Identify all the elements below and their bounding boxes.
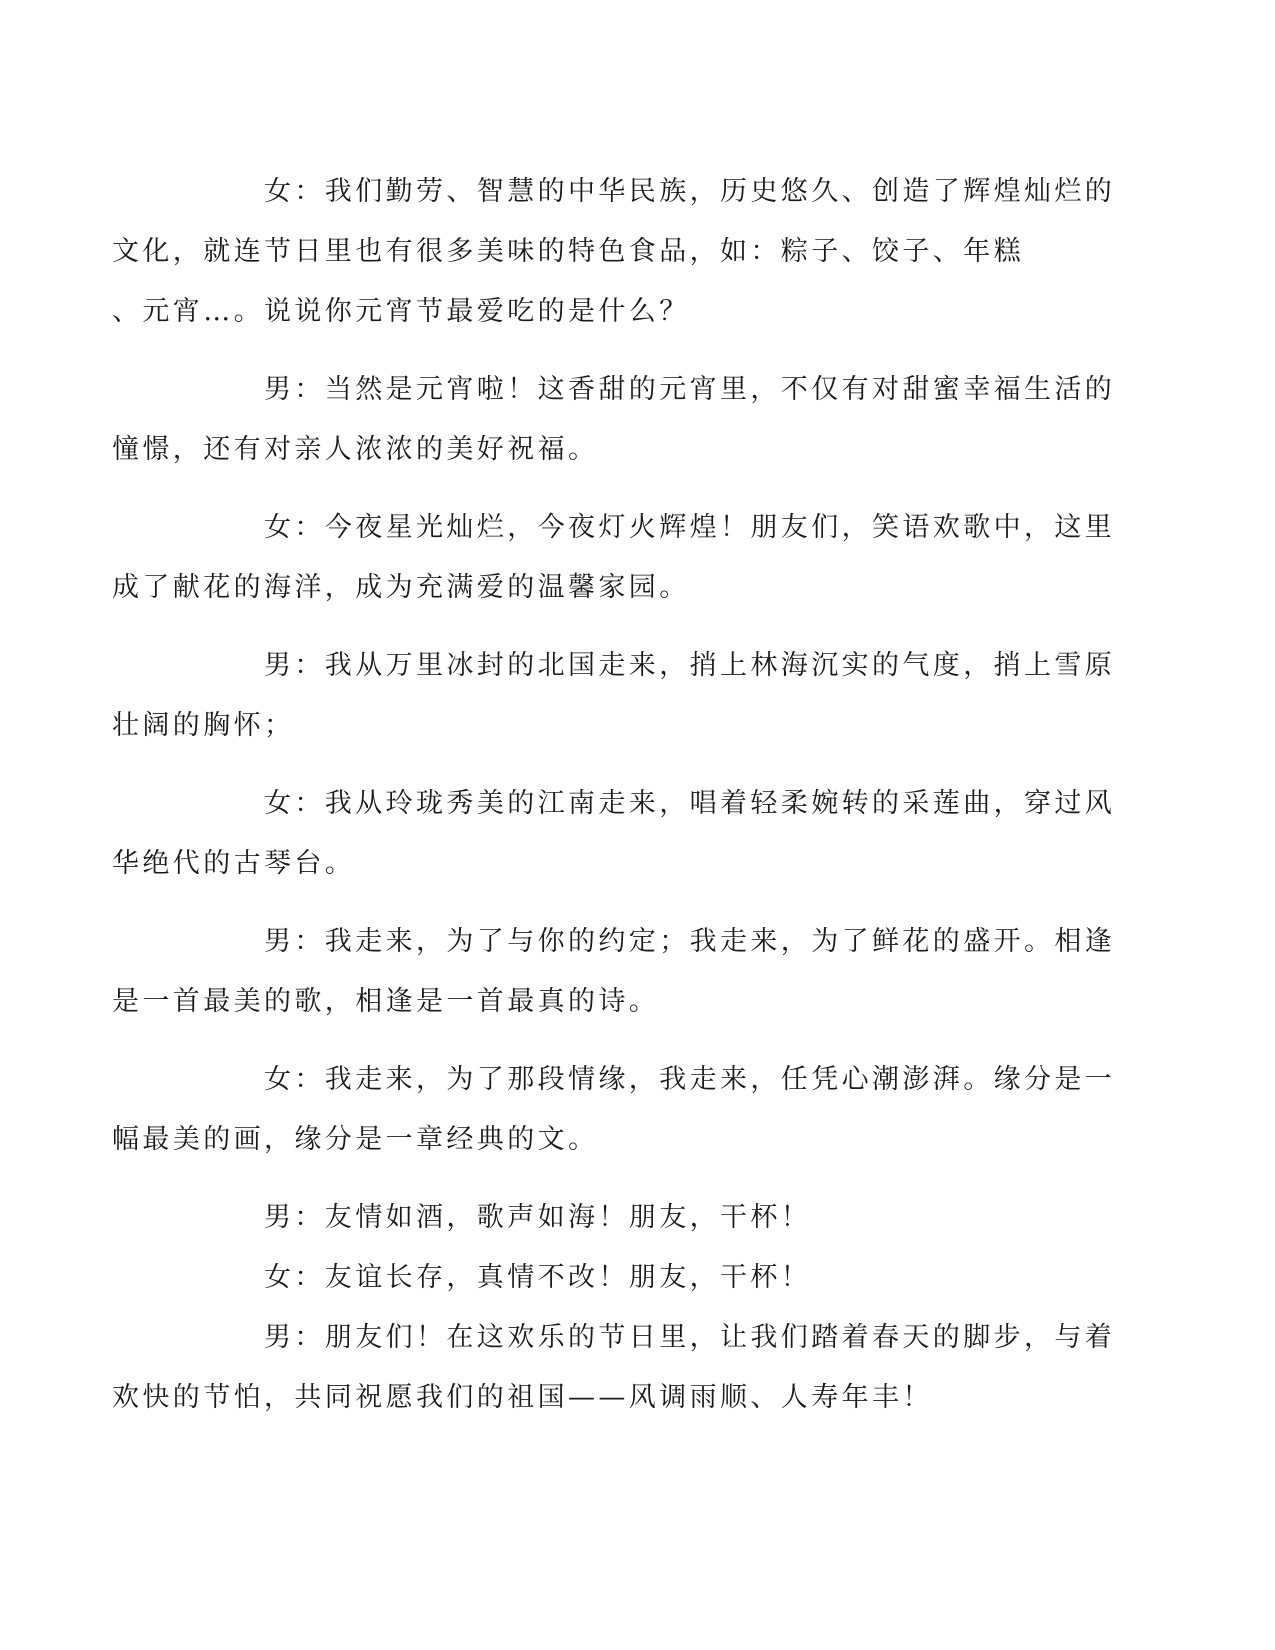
paragraph xyxy=(188,1248,1078,1308)
paragraph xyxy=(112,1050,1116,1170)
paragraph xyxy=(112,498,1116,618)
paragraph-line: 男：当然是元宵啦！这香甜的元宵里，不仅有对甜蜜幸福生活的 xyxy=(264,374,1116,405)
paragraph-line: 女：我们勤劳、智慧的中华民族，历史悠久、创造了辉煌灿烂的 xyxy=(264,176,1116,207)
paragraph-line: 女：今夜星光灿烂，今夜灯火辉煌！朋友们，笑语欢歌中，这里 xyxy=(264,512,1116,543)
paragraph-line: 男：我从万里冰封的北国走来，捎上林海沉实的气度，捎上雪原 xyxy=(264,650,1116,681)
paragraph-line: 华绝代的古琴台。 xyxy=(112,848,356,879)
paragraph-line: 女：我走来，为了那段情缘，我走来，任凭心潮澎湃。缘分是一 xyxy=(264,1064,1116,1095)
paragraph xyxy=(112,774,1116,894)
paragraph xyxy=(112,1308,1116,1428)
paragraph-line: 男：我走来，为了与你的约定；我走来，为了鲜花的盛开。相逢 xyxy=(264,926,1116,957)
paragraph xyxy=(112,162,1116,342)
paragraph-line: 是一首最美的歌，相逢是一首最真的诗。 xyxy=(112,986,660,1017)
paragraph xyxy=(112,360,1116,480)
paragraph-line: 女：友谊长存，真情不改！朋友，干杯！ xyxy=(264,1262,812,1293)
paragraph-line: 、元宵…。说说你元宵节最爱吃的是什么？ xyxy=(112,296,690,327)
paragraph-line: 男：朋友们！在这欢乐的节日里，让我们踏着春天的脚步，与着 xyxy=(264,1322,1116,1353)
paragraph-line: 欢快的节怕，共同祝愿我们的祖国——风调雨顺、人寿年丰！ xyxy=(112,1382,933,1413)
paragraph-line: 男：友情如酒，歌声如海！朋友，干杯！ xyxy=(264,1202,812,1233)
paragraph xyxy=(112,636,1116,756)
document-body xyxy=(112,162,1116,1446)
paragraph-line: 憧憬，还有对亲人浓浓的美好祝福。 xyxy=(112,434,599,465)
paragraph xyxy=(188,1188,1078,1248)
paragraph-line: 女：我从玲珑秀美的江南走来，唱着轻柔婉转的采莲曲，穿过风 xyxy=(264,788,1116,819)
paragraph xyxy=(112,912,1116,1032)
paragraph-line: 幅最美的画，缘分是一章经典的文。 xyxy=(112,1124,599,1155)
paragraph-line: 文化，就连节日里也有很多美味的特色食品，如：粽子、饺子、年糕 xyxy=(112,236,1024,267)
paragraph-line: 成了献花的海洋，成为充满爱的温馨家园。 xyxy=(112,572,690,603)
paragraph-line: 壮阔的胸怀； xyxy=(112,710,295,741)
